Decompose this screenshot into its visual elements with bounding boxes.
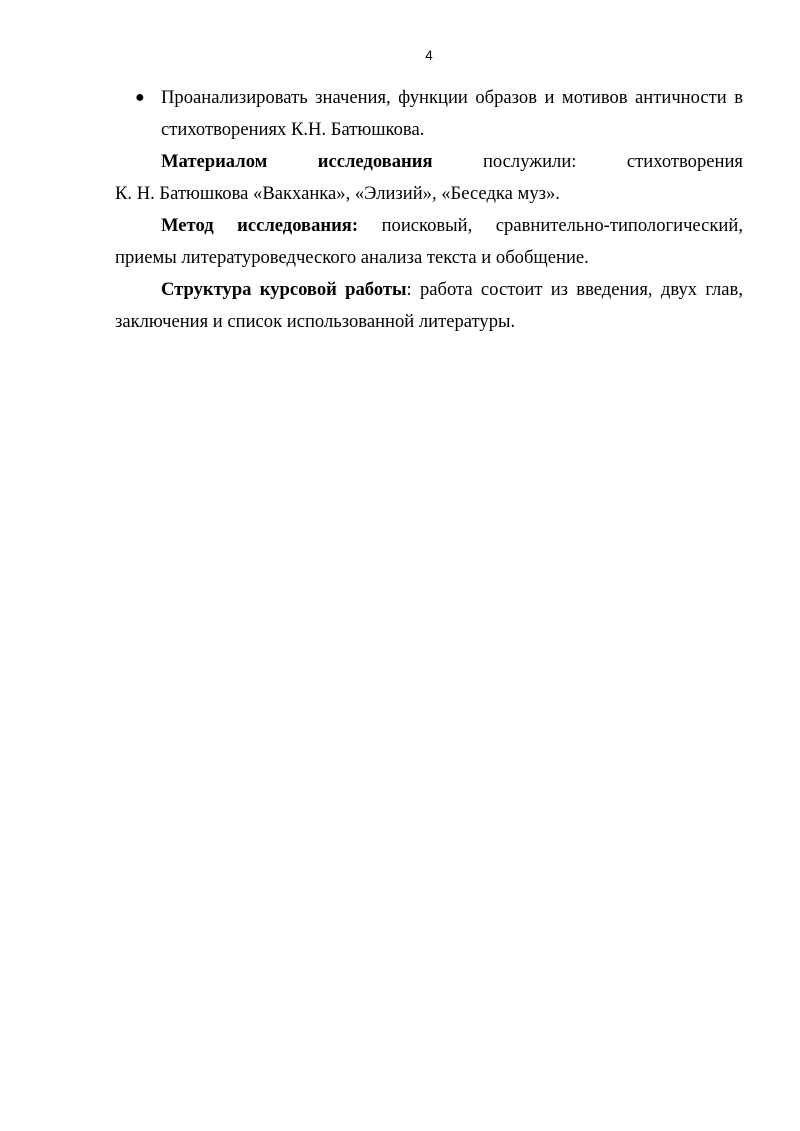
material-text: послужили: стихотворения: [432, 151, 743, 172]
structure-text: : работа состоит из введения, двух глав, заключения и список использованной литературы.: [115, 279, 743, 332]
material-line-1: [115, 146, 743, 178]
document-body: [115, 82, 743, 338]
page-number: 4: [425, 48, 433, 63]
method-bold-heading: Метод исследования:: [161, 215, 359, 236]
structure-bold-heading: Структура курсовой работы: [161, 279, 407, 300]
material-line-2: К. Н. Батюшкова «Вакханка», «Элизий», «Беседка муз».: [115, 183, 560, 204]
bullet-text-line-2: стихотворениях К.Н. Батюшкова.: [161, 119, 425, 140]
paragraph-method: [115, 210, 743, 274]
bullet-icon: ●: [135, 89, 145, 106]
paragraph-structure: [115, 274, 743, 338]
bullet-text-line-1: Проанализировать значения, функции образов и мотивов античности в: [161, 87, 743, 108]
method-text: поисковый, сравнительно-типологический, приемы литературоведческого анализа текста и обобщение.: [115, 215, 743, 268]
paragraph-material: [115, 146, 743, 210]
list-item: [115, 82, 743, 146]
material-bold-heading: Материалом исследования: [161, 151, 433, 172]
